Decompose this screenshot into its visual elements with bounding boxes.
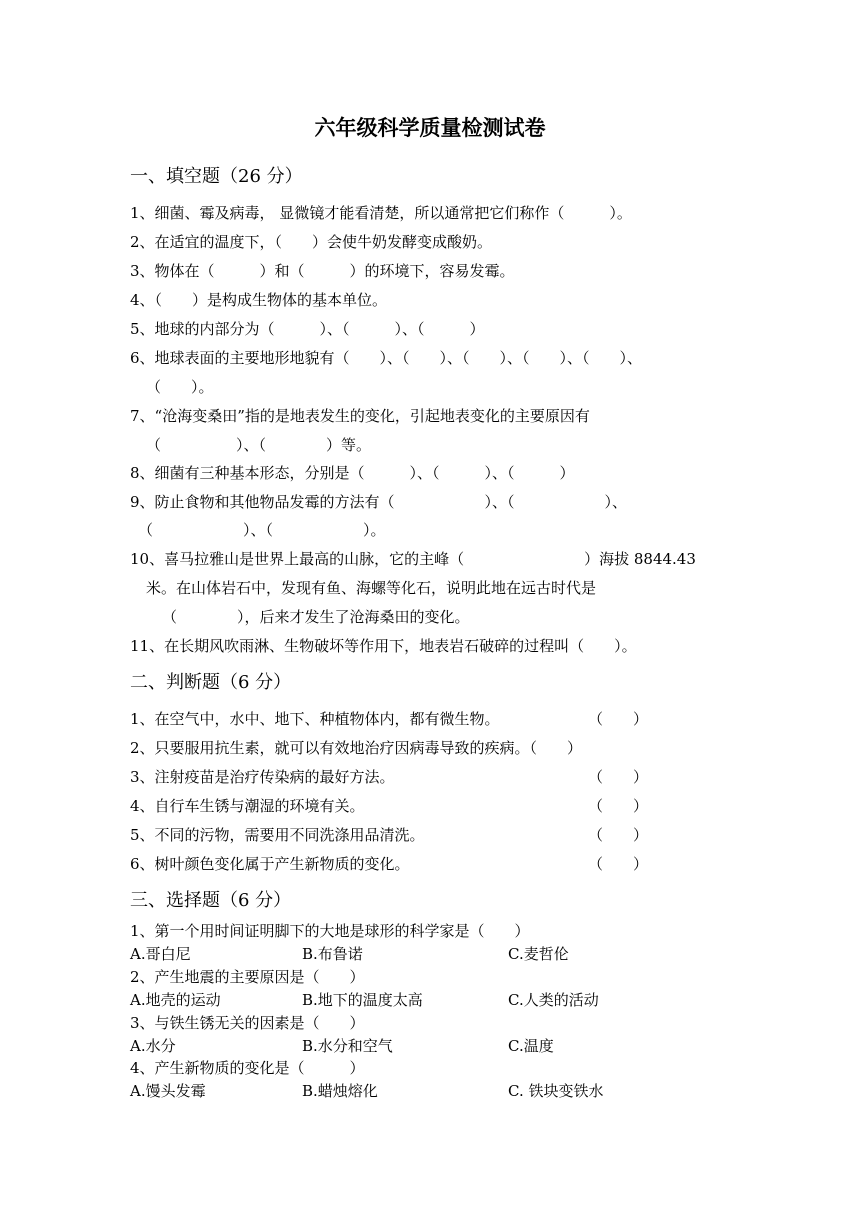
page-title: 六年级科学质量检测试卷: [314, 116, 546, 140]
choice-option: B.布鲁诺: [302, 945, 363, 963]
answer-blank: （ ）: [588, 768, 649, 786]
choice-option: C. 铁块变铁水: [508, 1082, 604, 1100]
choice-option: A.水分: [130, 1037, 176, 1055]
fill-question-7-cont: （ ）、（ ）等。: [146, 436, 372, 454]
choice-question-2: 2、产生地震的主要原因是（ ）: [130, 968, 365, 986]
answer-blank: （ ）: [588, 797, 649, 815]
section-fill-heading: 一、填空题（26 分）: [130, 166, 303, 187]
fill-question-10: 10、喜马拉雅山是世界上最高的山脉，它的主峰（ ）海拔 8844.43: [130, 550, 696, 568]
choice-option: B.水分和空气: [302, 1037, 393, 1055]
fill-question-4: 4、（ ）是构成生物体的基本单位。: [130, 291, 388, 309]
choice-option: A.地壳的运动: [130, 991, 221, 1009]
fill-question-10-cont2: （ ），后来才发生了沧海桑田的变化。: [162, 608, 470, 626]
fill-question-3: 3、物体在（ ）和（ ）的环境下，容易发霉。: [130, 262, 515, 280]
fill-question-2: 2、在适宜的温度下，（ ）会使牛奶发酵变成酸奶。: [130, 233, 493, 251]
fill-question-9: 9、防止食物和其他物品发霉的方法有（ ）、（ ）、: [130, 493, 628, 511]
judge-question-5: 5、不同的污物，需要用不同洗涤用品清洗。: [130, 826, 425, 844]
judge-question-2: 2、只要服用抗生素，就可以有效地治疗因病毒导致的疾病。（ ）: [130, 739, 583, 757]
fill-question-1: 1、细菌、霉及病毒， 显微镜才能看清楚，所以通常把它们称作（ ）。: [130, 204, 632, 222]
choice-question-1: 1、第一个用时间证明脚下的大地是球形的科学家是（ ）: [130, 922, 530, 940]
fill-question-5: 5、地球的内部分为（ ）、（ ）、（ ）: [130, 320, 485, 338]
answer-blank: （ ）: [588, 855, 649, 873]
judge-question-1: 1、在空气中，水中、地下、种植物体内，都有微生物。: [130, 710, 500, 728]
judge-question-6: 6、树叶颜色变化属于产生新物质的变化。: [130, 855, 410, 873]
answer-blank: （ ）: [588, 826, 649, 844]
fill-question-10-cont: 米。在山体岩石中，发现有鱼、海螺等化石，说明此地在远古时代是: [146, 579, 597, 597]
judge-question-3: 3、注射疫苗是治疗传染病的最好方法。: [130, 768, 395, 786]
choice-question-4: 4、产生新物质的变化是（ ）: [130, 1059, 365, 1077]
section-judge-heading: 二、判断题（6 分）: [130, 672, 292, 693]
choice-option: B.蜡烛熔化: [302, 1082, 378, 1100]
fill-question-7: 7、“沧海变桑田”指的是地表发生的变化，引起地表变化的主要原因有: [130, 407, 590, 425]
fill-question-6: 6、地球表面的主要地形地貌有（ ）、（ ）、（ ）、（ ）、（ ）、: [130, 349, 643, 367]
fill-question-6-cont: （ ）。: [146, 378, 214, 396]
choice-option: C.温度: [508, 1037, 554, 1055]
choice-option: A.哥白尼: [130, 945, 191, 963]
judge-question-4: 4、自行车生锈与潮湿的环境有关。: [130, 797, 365, 815]
section-choice-heading: 三、选择题（6 分）: [130, 890, 292, 911]
choice-question-3: 3、与铁生锈无关的因素是（ ）: [130, 1014, 365, 1032]
fill-question-8: 8、细菌有三种基本形态，分别是（ ）、（ ）、（ ）: [130, 464, 575, 482]
fill-question-11: 11、在长期风吹雨淋、生物破坏等作用下，地表岩石破碎的过程叫（ ）。: [130, 637, 637, 655]
choice-option: B.地下的温度太高: [302, 991, 423, 1009]
choice-option: C.人类的活动: [508, 991, 599, 1009]
answer-blank: （ ）: [588, 710, 649, 728]
choice-option: A.馒头发霉: [130, 1082, 206, 1100]
choice-option: C.麦哲伦: [508, 945, 569, 963]
fill-question-9-cont: （ ）、（ ）。: [138, 521, 386, 539]
